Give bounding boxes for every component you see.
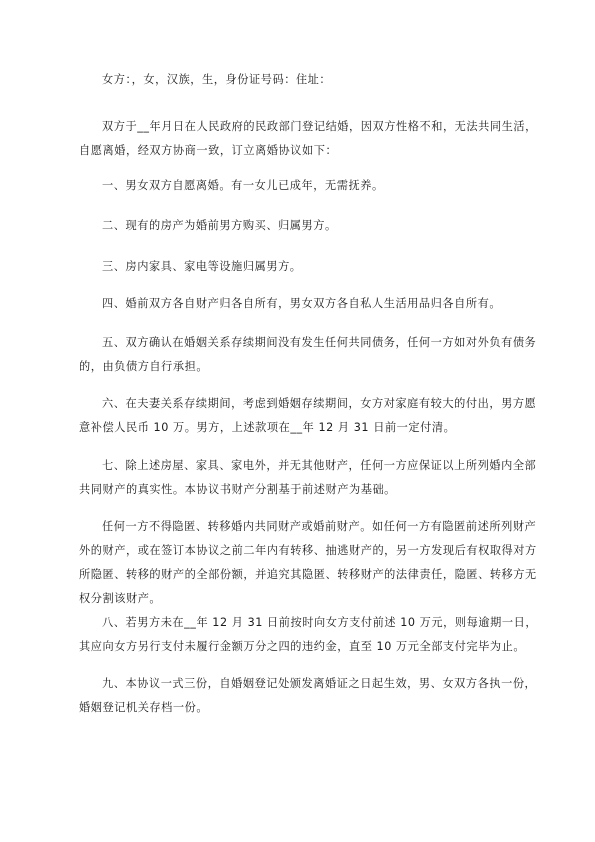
clause-9-copies: 九、本协议一式三份，自婚姻登记处颁发离婚证之日起生效，男、女双方各执一份，婚姻登记机关存档一份。 — [79, 677, 537, 714]
party-female-info: 女方：，女，汉族，生，身份证号码：住址： — [102, 73, 332, 86]
clause-2-house: 二、现有的房产为婚前男方购买、归属男方。 — [102, 219, 337, 232]
clause-7-concealment: 任何一方不得隐匿、转移婚内共同财产或婚前财产。如任何一方有隐匿前述所列财产外的财产，或在签订本协议之前二年内有转移、抽逃财产的，另一方发现后有权取得对方所隐匿、转移的财产的全部份额，并追究其隐匿、转移财产的法律责任，隐匿、转移方无权分割该财产。 — [79, 520, 537, 605]
clause-6-compensation: 六、在夫妻关系存续期间，考虑到婚姻存续期间，女方对家庭有较大的付出，男方愿意补偿人民币 10 万。男方，上述款项在__年 12 月 31 日前一定付清。 — [79, 397, 537, 434]
clause-1-divorce: 一、男女双方自愿离婚。有一女儿已成年，无需抚养。 — [102, 179, 384, 192]
agreement-preamble: 双方于__年月日在人民政府的民政部门登记结婚，因双方性格不和，无法共同生活，自愿离婚，经双方协商一致，订立离婚协议如下： — [79, 120, 537, 157]
clause-3-furniture: 三、房内家具、家电等设施归属男方。 — [102, 260, 302, 273]
clause-5-debts: 五、双方确认在婚姻关系存续期间没有发生任何共同债务，任何一方如对外负有债务的，由负债方自行承担。 — [79, 336, 537, 373]
clause-7-property-truth: 七、除上述房屋、家具、家电外，并无其他财产，任何一方应保证以上所列婚内全部共同财产的真实性。本协议书财产分割基于前述财产为基础。 — [79, 459, 537, 496]
clause-8-late-payment: 八、若男方未在__年 12 月 31 日前按时向女方支付前述 10 万元，则每逾期一日，其应向女方另行支付未履行金额万分之四的违约金，直至 10 万元全部支付完毕为止。 — [79, 616, 538, 653]
clause-4-premarital-property: 四、婚前双方各自财产归各自所有，男女双方各自私人生活用品归各自所有。 — [102, 297, 502, 310]
